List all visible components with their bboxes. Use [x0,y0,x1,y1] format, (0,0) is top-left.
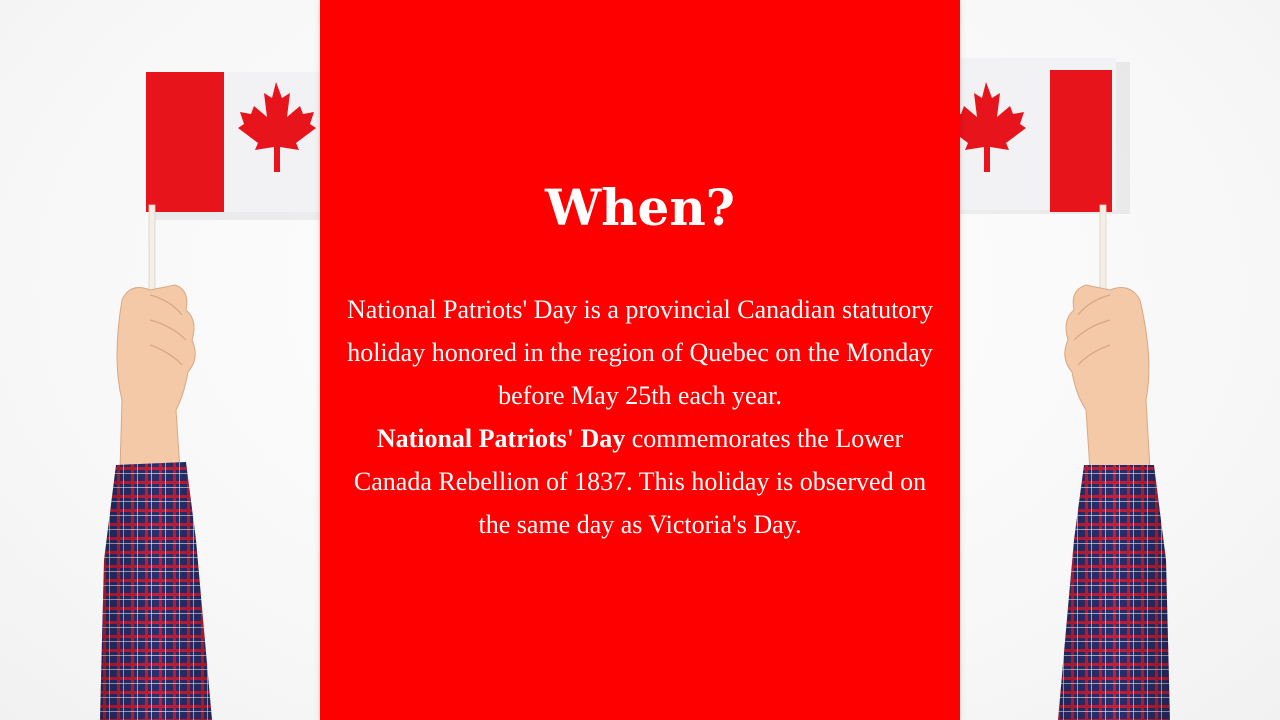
right-hand-flag-image [940,0,1280,720]
body-paragraph-1: National Patriots' Day is a provincial Canadian statutory holiday honored in the region of Quebec on the Monday before May 25th each year. [347,295,933,410]
canada-flag-left [146,72,320,212]
slide-body-text [338,288,942,546]
body-paragraph-2: commemorates the Lower Canada Rebellion of 1837. This holiday is observed on the same day as Victoria's Day. [353,424,927,539]
canada-flag-right [940,58,1116,212]
content-panel [320,0,960,720]
slide-title: When? [545,178,735,237]
left-hand-flag-image [0,0,340,720]
body-emphasis: National Patriots' Day [376,424,626,453]
